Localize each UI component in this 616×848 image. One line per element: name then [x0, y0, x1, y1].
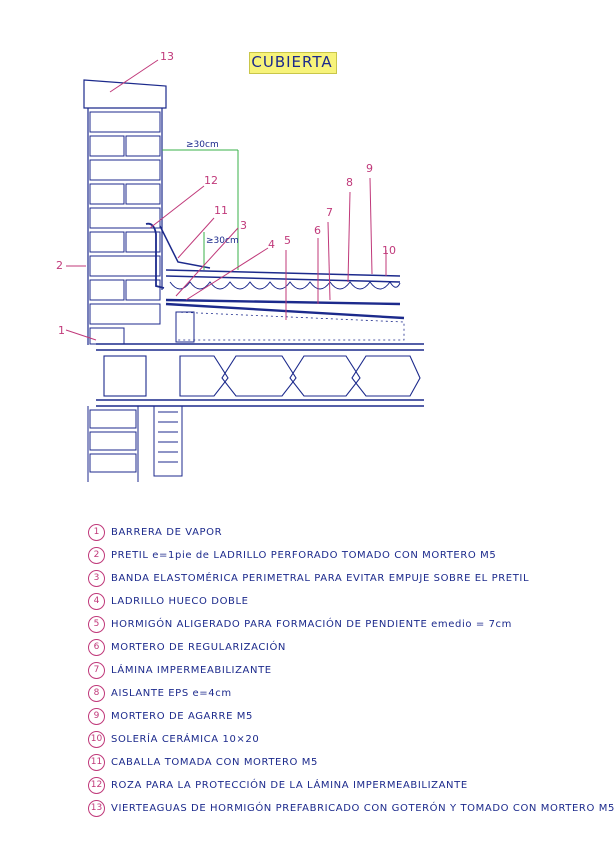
- legend-number: 3: [88, 570, 105, 587]
- callout-9: 9: [366, 162, 373, 175]
- legend-number: 11: [88, 754, 105, 771]
- callout-13: 13: [160, 50, 174, 63]
- legend-item: [88, 729, 259, 749]
- legend-item: [88, 545, 496, 565]
- legend-text: LADRILLO HUECO DOBLE: [111, 595, 249, 607]
- legend-text: HORMIGÓN ALIGERADO PARA FORMACIÓN DE PENDIENTE emedio = 7cm: [111, 618, 512, 630]
- slab-outline: [96, 344, 424, 406]
- callout-6: 6: [314, 224, 321, 237]
- legend-text: CABALLA TOMADA CON MORTERO M5: [111, 756, 318, 768]
- legend-item: [88, 591, 249, 611]
- leader-7: [328, 222, 330, 300]
- drawing-title: CUBIERTA: [251, 53, 333, 71]
- legend-item: [88, 775, 468, 795]
- legend-item: [88, 798, 615, 818]
- legend-text: BANDA ELASTOMÉRICA PERIMETRAL PARA EVITAR EMPUJE SOBRE EL PRETIL: [111, 572, 530, 584]
- legend-number: 2: [88, 547, 105, 564]
- legend-text: PRETIL e=1pie de LADRILLO PERFORADO TOMADO CON MORTERO M5: [111, 549, 497, 561]
- legend-text: SOLERÍA CERÁMICA 10×20: [111, 733, 260, 745]
- legend-item: [88, 637, 286, 657]
- slab-hollow-blocks: [104, 356, 420, 396]
- legend-item: [88, 660, 272, 680]
- legend-text: BARRERA DE VAPOR: [111, 526, 223, 538]
- legend-text: MORTERO DE REGULARIZACIÓN: [111, 641, 287, 653]
- callout-5: 5: [284, 234, 291, 247]
- legend-item: [88, 522, 222, 542]
- callout-2: 2: [56, 259, 63, 272]
- leader-13: [110, 60, 158, 92]
- legend-number: 1: [88, 524, 105, 541]
- leader-8: [348, 192, 350, 282]
- legend-number: 4: [88, 593, 105, 610]
- legend-text: LÁMINA IMPERMEABILIZANTE: [111, 664, 272, 676]
- legend-number: 7: [88, 662, 105, 679]
- legend-text: MORTERO DE AGARRE M5: [111, 710, 253, 722]
- parapet-wall: [88, 108, 162, 345]
- callout-4: 4: [268, 238, 275, 251]
- legend-item: [88, 706, 253, 726]
- legend-number: 6: [88, 639, 105, 656]
- legend-item: [88, 614, 512, 634]
- legend-item: [88, 752, 318, 772]
- leader-12: [150, 186, 204, 228]
- legend-text: ROZA PARA LA PROTECCIÓN DE LA LÁMINA IMPERMEABILIZANTE: [111, 779, 468, 791]
- waterproof-sheet: [166, 300, 404, 318]
- leader-4: [186, 248, 268, 300]
- callout-1: 1: [58, 324, 65, 337]
- legend-item: [88, 568, 529, 588]
- legend-number: 12: [88, 777, 105, 794]
- dimension-label-horizontal: ≥30cm: [186, 140, 219, 150]
- dimension-label-vertical: ≥30cm: [206, 236, 239, 246]
- callout-3: 3: [240, 219, 247, 232]
- legend-number: 10: [88, 731, 105, 748]
- legend-item: [88, 683, 232, 703]
- callout-8: 8: [346, 176, 353, 189]
- leader-9: [370, 178, 372, 274]
- caballa-11: [160, 226, 210, 268]
- hollow-brick-4: [176, 312, 194, 342]
- callout-10: 10: [382, 244, 396, 257]
- legend-number: 5: [88, 616, 105, 633]
- coping-13: [84, 80, 166, 108]
- legend-number: 8: [88, 685, 105, 702]
- legend-text: VIERTEAGUAS DE HORMIGÓN PREFABRICADO CON GOTERÓN Y TOMADO CON MORTERO M5: [111, 802, 615, 814]
- parapet-bricks: [90, 112, 160, 344]
- legend-number: 9: [88, 708, 105, 725]
- callout-11: 11: [214, 204, 228, 217]
- callout-12: 12: [204, 174, 218, 187]
- leader-1: [66, 330, 96, 340]
- legend-number: 13: [88, 800, 105, 817]
- legend-text: AISLANTE EPS e=4cm: [111, 687, 232, 699]
- tile-layer: [166, 270, 400, 282]
- callout-7: 7: [326, 206, 333, 219]
- lower-wall: [88, 406, 182, 482]
